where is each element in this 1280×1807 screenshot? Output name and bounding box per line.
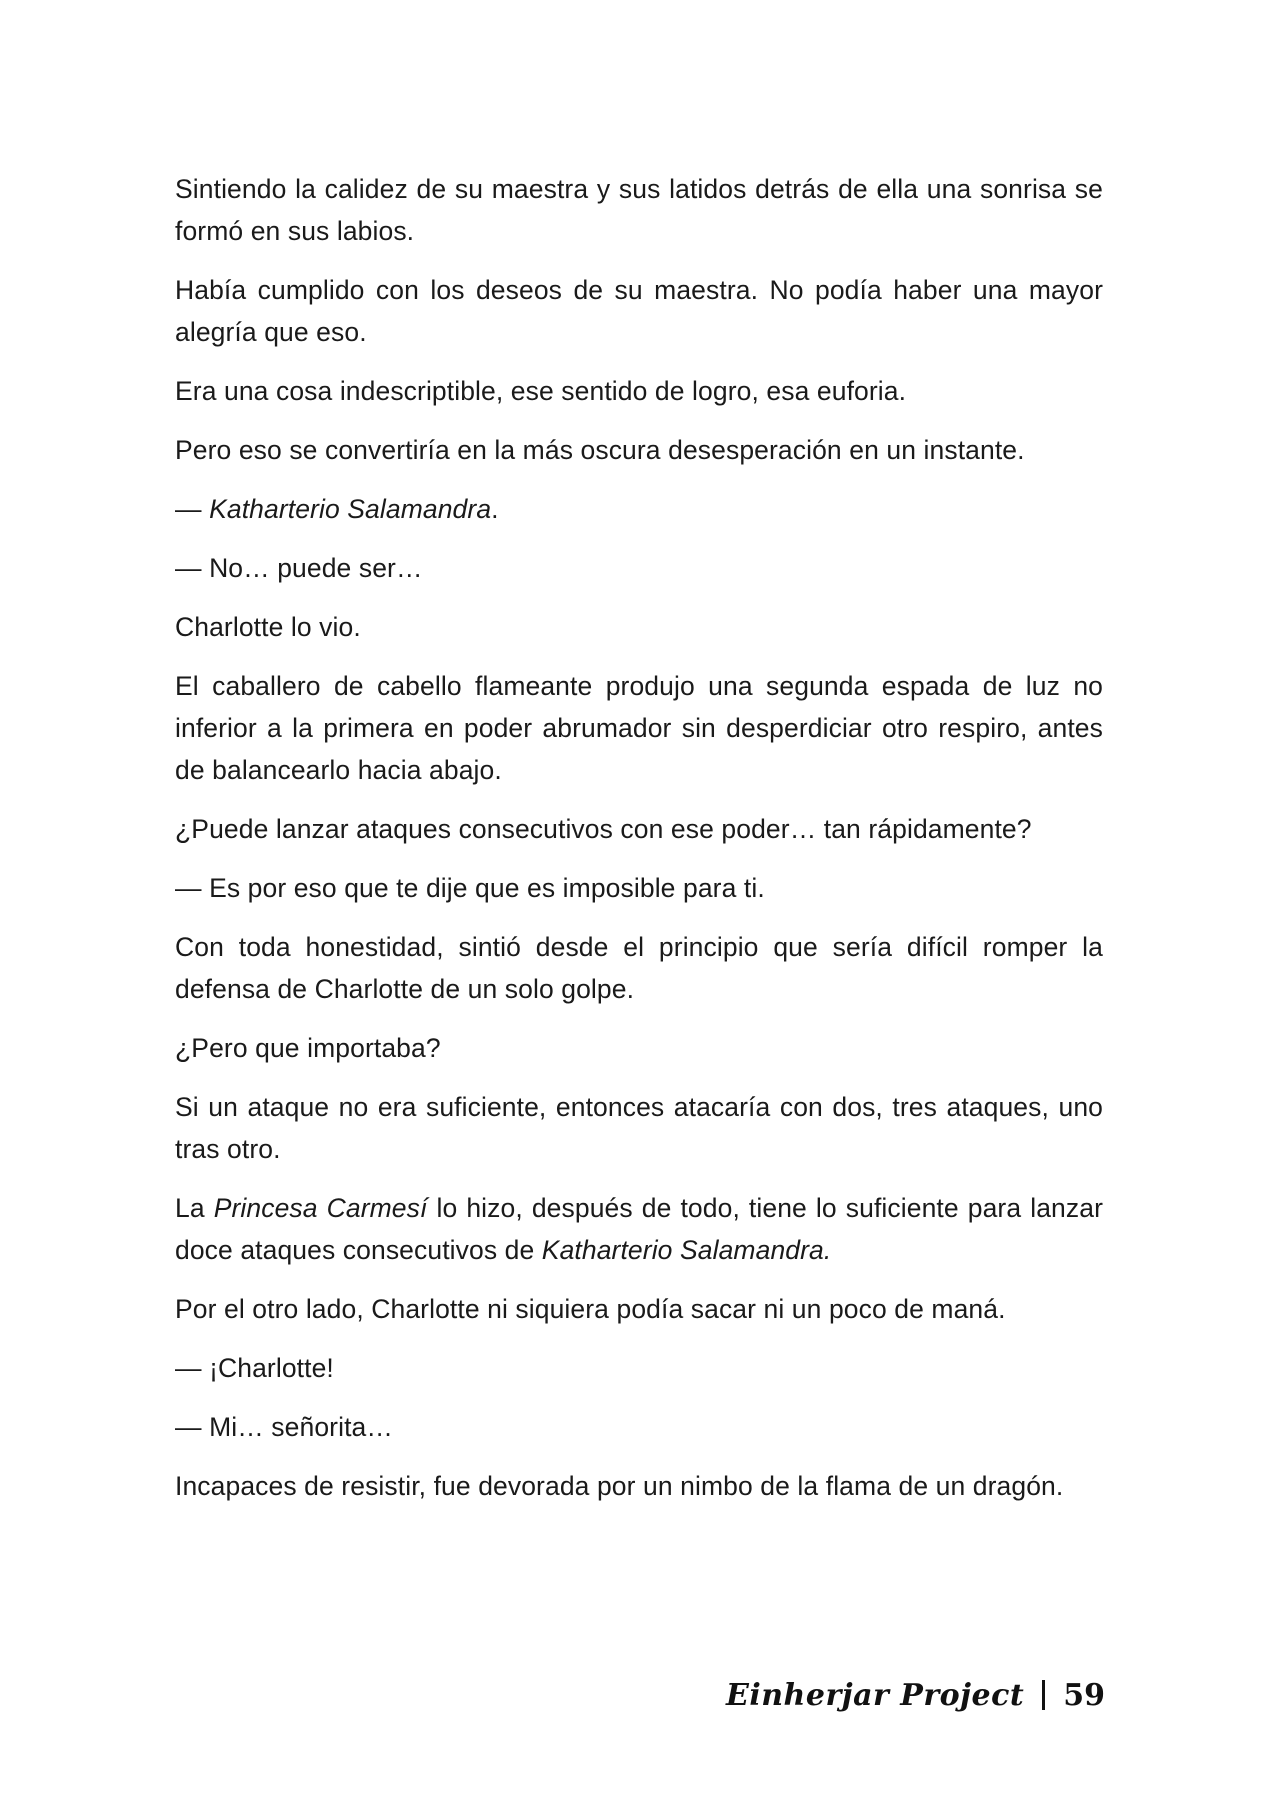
text-segment: Si un ataque no era suficiente, entonces atacaría con dos, tres ataques, uno tras otro. xyxy=(175,1092,1103,1164)
text-segment: . xyxy=(491,494,499,524)
paragraph xyxy=(175,1027,1103,1069)
paragraph xyxy=(175,1288,1103,1330)
footer-separator xyxy=(1042,1680,1045,1710)
paragraph xyxy=(175,1086,1103,1170)
italic-text: Princesa Carmesí xyxy=(213,1193,428,1223)
text-segment: Por el otro lado, Charlotte ni siquiera podía sacar ni un poco de maná. xyxy=(175,1294,1006,1324)
italic-text: Katharterio Salamandra. xyxy=(541,1235,832,1265)
paragraph xyxy=(175,606,1103,648)
paragraph xyxy=(175,168,1103,252)
text-segment: Charlotte lo vio. xyxy=(175,612,361,642)
text-segment: Había cumplido con los deseos de su maestra. No podía haber una mayor alegría que eso. xyxy=(175,275,1103,347)
text-segment: La xyxy=(175,1193,214,1223)
text-segment: — Mi… señorita… xyxy=(175,1412,393,1442)
text-segment: Era una cosa indescriptible, ese sentido de logro, esa euforia. xyxy=(175,376,907,406)
text-segment: — ¡Charlotte! xyxy=(175,1353,334,1383)
paragraph xyxy=(175,867,1103,909)
text-segment: — xyxy=(175,494,210,524)
text-segment: Con toda honestidad, sintió desde el principio que sería difícil romper la defensa de Charlotte de un solo golpe. xyxy=(175,932,1103,1004)
text-segment: lo hizo, después de todo, tiene lo suficiente para lanzar doce ataques consecutivos de xyxy=(175,1193,1103,1265)
paragraph xyxy=(175,808,1103,850)
page-footer xyxy=(726,1670,1105,1720)
book-title: Einherjar Project xyxy=(725,1677,1025,1713)
text-segment: Pero eso se convertiría en la más oscura desesperación en un instante. xyxy=(175,435,1025,465)
text-segment: ¿Pero que importaba? xyxy=(175,1033,441,1063)
italic-text: Katharterio Salamandra xyxy=(209,494,492,524)
paragraph xyxy=(175,665,1103,791)
paragraph xyxy=(175,1187,1103,1271)
paragraph xyxy=(175,1406,1103,1448)
paragraph xyxy=(175,1465,1103,1507)
text-segment: Incapaces de resistir, fue devorada por un nimbo de la flama de un dragón. xyxy=(175,1471,1064,1501)
text-segment: El caballero de cabello flameante produjo una segunda espada de luz no inferior a la primera en poder abrumador sin desperdiciar otro respiro, antes de balancearlo hacia abajo. xyxy=(175,671,1103,785)
text-segment: — Es por eso que te dije que es imposible para ti. xyxy=(175,873,765,903)
paragraph xyxy=(175,547,1103,589)
paragraph xyxy=(175,488,1103,530)
text-segment: ¿Puede lanzar ataques consecutivos con ese poder… tan rápidamente? xyxy=(175,814,1032,844)
paragraph xyxy=(175,1347,1103,1389)
paragraph xyxy=(175,429,1103,471)
paragraph xyxy=(175,370,1103,412)
page-body-text xyxy=(175,168,1103,1524)
page-number: 59 xyxy=(1063,1677,1105,1713)
paragraph xyxy=(175,926,1103,1010)
text-segment: — No… puede ser… xyxy=(175,553,423,583)
paragraph xyxy=(175,269,1103,353)
text-segment: Sintiendo la calidez de su maestra y sus latidos detrás de ella una sonrisa se formó en sus labios. xyxy=(175,174,1103,246)
